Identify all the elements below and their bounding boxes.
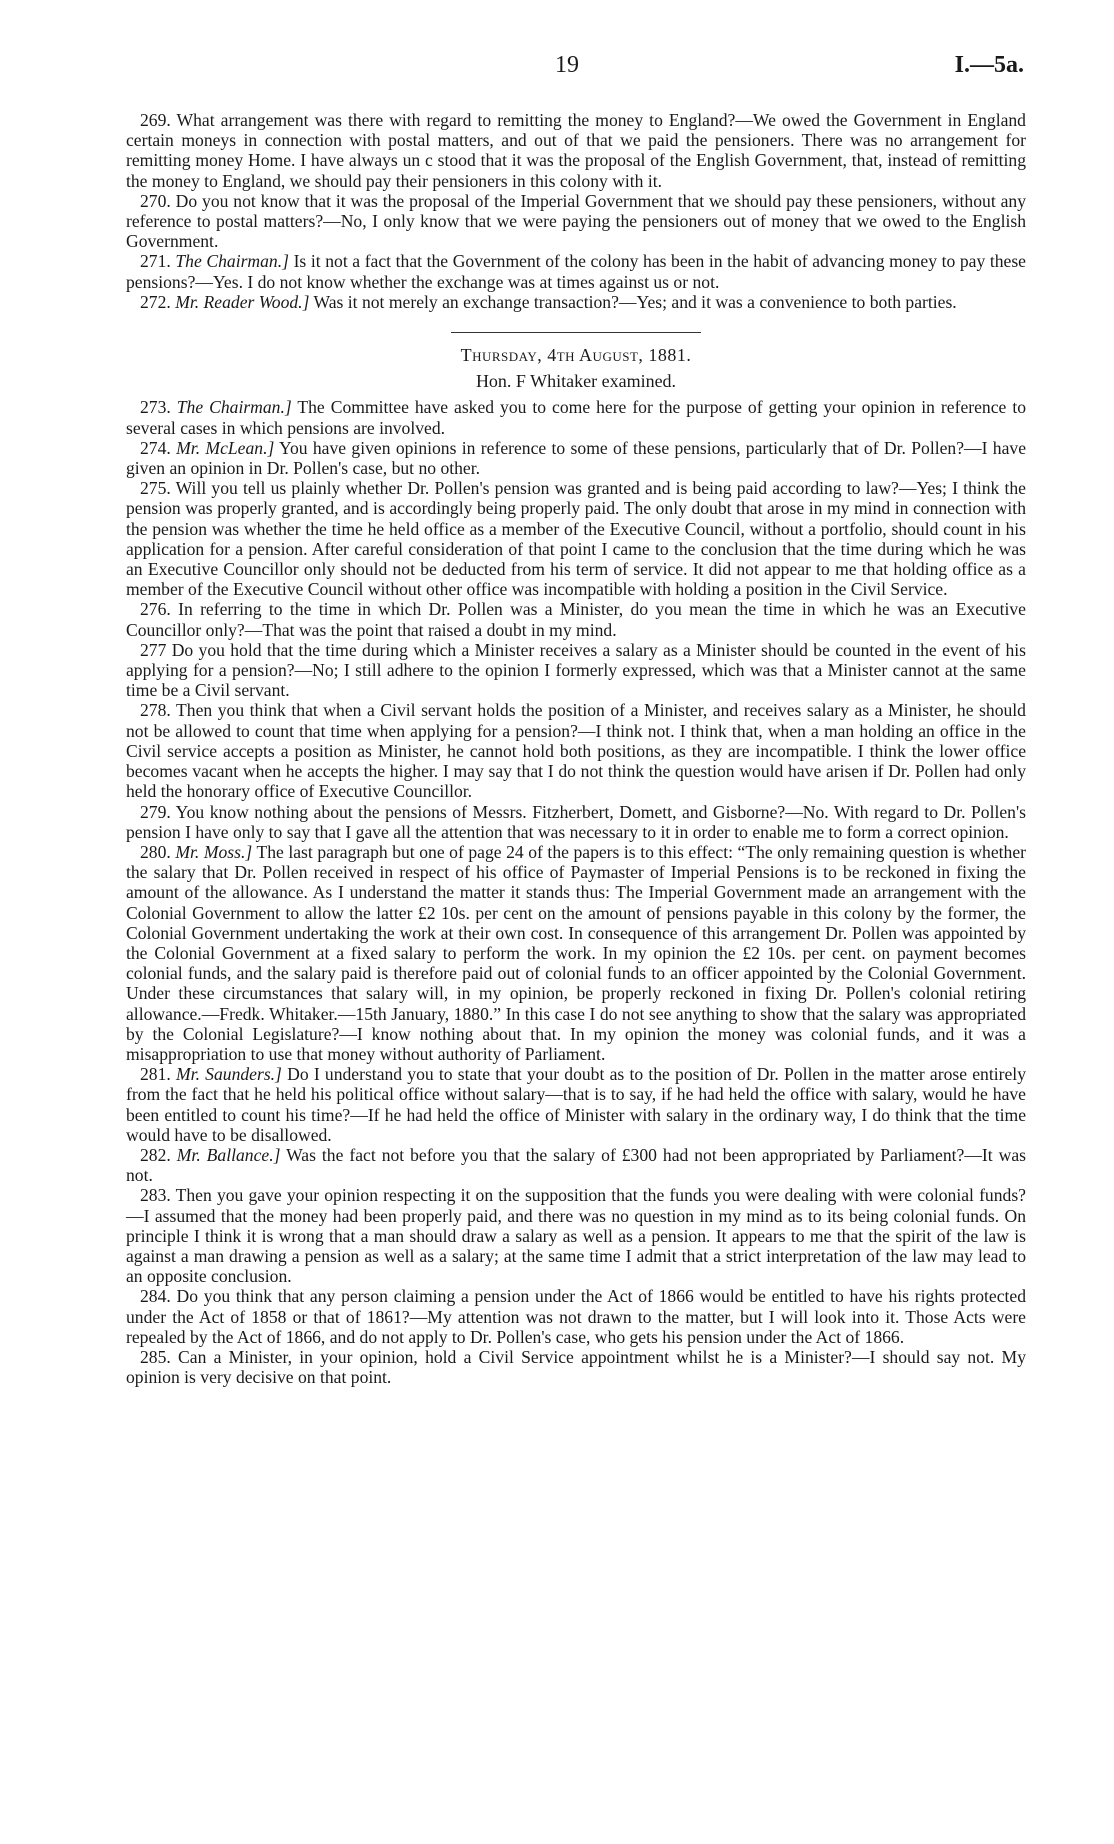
question-text: What arrangement was there with regard to remitting the money to England?—We owed the Government in England certain moneys in connection with postal matters, and out of that we paid the pensioners. There was no arrangement for remitting money Home. I have always un c stood that it was the proposal of the English Government, that, instead of remitting the money to England, we should pay their pensioners in this colony with it. [126, 110, 1026, 191]
question-paragraph [126, 438, 1026, 478]
evidence-text [126, 110, 1026, 1387]
question-paragraph [126, 700, 1026, 801]
question-text: Was the fact not before you that the salary of £300 had not been appropriated by Parliament?—It was not. [126, 1144, 1026, 1186]
question-paragraph [126, 292, 1026, 312]
question-text: Then you gave your opinion respecting it on the supposition that the funds you were dealing with were colonial funds?—I assumed that the money had been properly paid, and there was no question in my mind as to its being colonial funds. On principle I think it is wrong that a man should draw a salary as well as a pension. It appears to me that the spirit of the law is against a man drawing a pension as well as a salary; at the same time I admit that a strict interpretation of the law may lead to an opposite conclusion. [126, 1185, 1026, 1287]
witness-heading: Hon. F Whitaker examined. [475, 371, 677, 392]
question-text: The last paragraph but one of page 24 of the papers is to this effect: “The only remaining question is whether the salary that Dr. Pollen received in respect of his office of Paymaster of Imperial Pensions is to be reckoned in fixing the amount of the allowance. As I understand the matter it stands thus: The Imperial Government made an arrangement with the Colonial Government to allow the latter £2 10s. per cent on the amount of pensions payable in this colony by the former, the Colonial Government undertaking the work at their own cost. In consequence of this arrangement Dr. Pollen was appointed by the Colonial Government at a fixed salary to perform the work. In my opinion the £2 10s. per cent. on payment becomes colonial funds, and the salary paid is therefore paid out of colonial funds to an officer appointed by the Colonial Government. Under these circumstances that salary will, in my opinion, be properly reckoned in fixing Dr. Pollen's colonial retiring allowance.—Fredk. Whitaker.—15th January, 1880.” In this case I do not see anything to show that the salary was appropriated by the Colonial Legislature?—I know nothing about that. In my opinion the money was colonial funds, and it was a misappropriation to use that money without authority of Parliament. [126, 841, 1026, 1064]
section-divider [451, 332, 701, 333]
question-number: 281. [140, 1064, 171, 1085]
paragraphs-after-session [126, 397, 1026, 1387]
question-text: Do I understand you to state that your doubt as to the position of Dr. Pollen in the matter arose entirely from the fact that he held his political office without salary—that is to say, if he had held the office with salary, would he have been entitled to count his time?—If he had held the office of Minister with salary in the ordinary way, I do think that the time would have to be disallowed. [126, 1064, 1026, 1145]
question-paragraph [126, 599, 1026, 639]
question-number: 273. [140, 397, 171, 418]
question-number: 275. [140, 478, 171, 499]
question-paragraph [126, 842, 1026, 1064]
question-number: 280. [140, 841, 171, 862]
question-number: 274. [140, 437, 171, 458]
question-text: You know nothing about the pensions of Messrs. Fitzherbert, Domett, and Gisborne?—No. With regard to Dr. Pollen's pension I have only to say that I gave all the attention that was necessary to it in order to enable me to form a correct opinion. [126, 801, 1026, 842]
question-text: You have given opinions in reference to some of these pensions, particularly that of Dr. Pollen?—I have given an opinion in Dr. Pollen's case, but no other. [126, 437, 1027, 479]
question-number: 282. [140, 1144, 171, 1165]
question-number: 271. [140, 251, 171, 272]
paragraphs-before-session [126, 110, 1026, 312]
question-paragraph [126, 1185, 1026, 1286]
page-header [0, 44, 1114, 84]
question-number: 284. [140, 1286, 171, 1307]
question-number: 269. [140, 110, 171, 130]
question-paragraph [126, 191, 1026, 252]
question-paragraph [126, 1286, 1026, 1347]
document-reference: I.—5a. [954, 52, 1024, 78]
page-number: 19 [555, 52, 579, 78]
question-number: 283. [140, 1185, 171, 1206]
question-number: 270. [140, 190, 171, 211]
question-text: Do you hold that the time during which a Minister receives a salary as a Minister should be counted in the event of his applying for a pension?—No; I still adhere to the opinion I formerly expressed, which was that a Minister cannot at the same time be a Civil servant. [126, 639, 1026, 701]
speaker-name: The Chairman.] [176, 397, 292, 418]
question-paragraph [126, 1145, 1026, 1185]
question-paragraph [126, 1064, 1026, 1145]
speaker-name: The Chairman.] [175, 251, 289, 272]
speaker-name: Mr. Moss.] [175, 841, 253, 862]
speaker-name: Mr. Ballance.] [176, 1144, 281, 1165]
question-text: Will you tell us plainly whether Dr. Pollen's pension was granted and is being paid according to law?—Yes; I think the pension was properly granted, and is accordingly being properly paid. The only doubt that arose in my mind in connection with the pension was whether the time he held office as a member of the Executive Council, without a portfolio, should count in his application for a pension. After careful consideration of that point I came to the conclusion that the time during which he was an Executive Councillor only should not be deducted from his term of service. It did not appear to me that holding office as a member of the Executive Council without other office was incompatible with holding a position in the Civil Service. [126, 478, 1026, 600]
question-number: 277 [140, 639, 167, 660]
question-text: Do you think that any person claiming a pension under the Act of 1866 would be entitled to have his rights protected under the Act of 1858 or that of 1861?—My attention was not drawn to the matter, but I will look into it. Those Acts were repealed by the Act of 1866, and do not apply to Dr. Pollen's case, who gets his pension under the Act of 1866. [126, 1286, 1027, 1347]
question-number: 276. [140, 599, 171, 620]
session-date: Thursday, 4th August, 1881. [460, 345, 692, 366]
question-number: 279. [140, 801, 171, 822]
speaker-name: Mr. Saunders.] [176, 1064, 282, 1085]
question-text: Then you think that when a Civil servant holds the position of a Minister, and receives salary as a Minister, he should not be allowed to count that time when applying for a pension?—I think not. I think that, when a man holding an office in the Civil service accepts a position as Minister, he cannot hold both positions, as they are incompatible. I think the lower office becomes vacant when he accepts the higher. I may say that I do not think the question would have arisen if Dr. Pollen had only held the honorary office of Executive Councillor. [126, 700, 1026, 802]
question-text: Is it not a fact that the Government of the colony has been in the habit of advancing money to pay these pensions?—Yes. I do not know whether the exchange was at times against us or not. [126, 251, 1026, 292]
question-text: In referring to the time in which Dr. Pollen was a Minister, do you mean the time in which he was an Executive Councillor only?—That was the point that raised a doubt in my mind. [126, 599, 1026, 640]
question-paragraph [126, 251, 1026, 291]
speaker-name: Mr. McLean.] [176, 437, 275, 458]
question-text: The Committee have asked you to come here for the purpose of getting your opinion in reference to several cases in which pensions are involved. [126, 397, 1026, 438]
question-paragraph [126, 397, 1026, 437]
question-text: Can a Minister, in your opinion, hold a Civil Service appointment whilst he is a Minister?—I should say not. My opinion is very decisive on that point. [126, 1346, 1026, 1388]
question-text: Was it not merely an exchange transaction?—Yes; and it was a convenience to both parties. [313, 291, 957, 312]
question-number: 272. [140, 291, 171, 312]
question-paragraph [126, 640, 1026, 701]
question-text: Do you not know that it was the proposal of the Imperial Government that we should pay these pensioners, without any reference to postal matters?—No, I only know that we were paying the pensioners out of money that we owed to the English Government. [126, 190, 1026, 252]
question-paragraph [126, 110, 1026, 191]
question-number: 285. [140, 1346, 171, 1367]
question-number: 278. [140, 700, 171, 721]
question-paragraph [126, 478, 1026, 599]
speaker-name: Mr. Reader Wood.] [175, 291, 310, 312]
question-paragraph [126, 802, 1026, 842]
question-paragraph [126, 1347, 1026, 1387]
